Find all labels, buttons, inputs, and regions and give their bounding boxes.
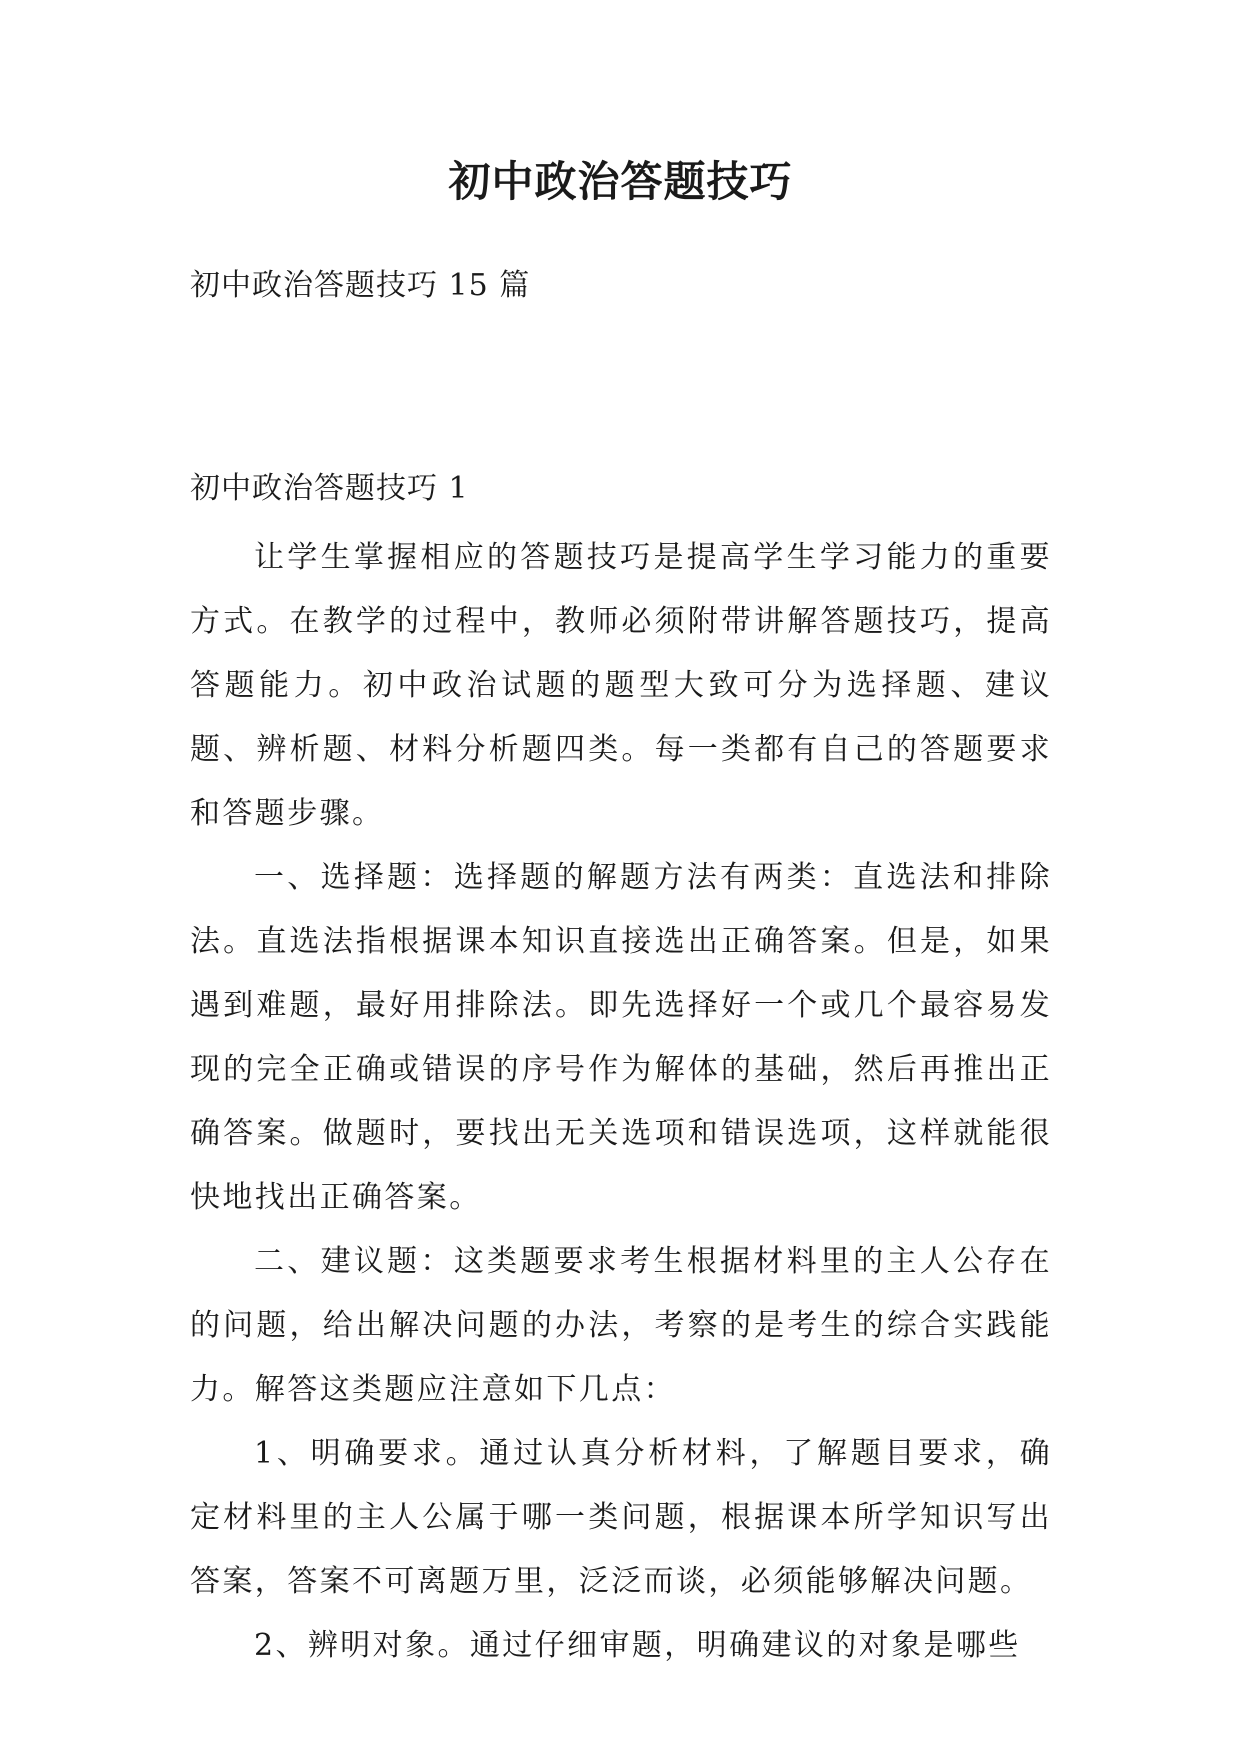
paragraph-choice-questions: 一、选择题：选择题的解题方法有两类：直选法和排除法。直选法指根据课本知识直接选出正确答案。但是，如果遇到难题，最好用排除法。即先选择好一个或几个最容易发现的完全正确或错误的序号作为解体的基础，然后再推出正确答案。做题时，要找出无关选项和错误选项，这样就能很快地找出正确答案。 — [190, 860, 1052, 1215]
document-subtitle: 初中政治答题技巧 15 篇 — [190, 268, 531, 303]
document-title: 初中政治答题技巧 — [448, 157, 793, 206]
paragraph-point-2: 2、辨明对象。通过仔细审题，明确建议的对象是哪些 — [254, 1628, 1021, 1663]
paragraph-point-1: 1、明确要求。通过认真分析材料，了解题目要求，确定材料里的主人公属于哪一类问题，根据课本所学知识写出答案，答案不可离题万里，泛泛而谈，必须能够解决问题。 — [190, 1436, 1052, 1599]
paragraph-intro: 让学生掌握相应的答题技巧是提高学生学习能力的重要方式。在教学的过程中，教师必须附带讲解答题技巧，提高答题能力。初中政治试题的题型大致可分为选择题、建议题、辨析题、材料分析题四类。每一类都有自己的答题要求和答题步骤。 — [190, 540, 1052, 831]
paragraph-suggestion-questions: 二、建议题：这类题要求考生根据材料里的主人公存在的问题，给出解决问题的办法，考察的是考生的综合实践能力。解答这类题应注意如下几点： — [190, 1244, 1052, 1407]
section-heading: 初中政治答题技巧 1 — [190, 471, 469, 506]
body-text — [190, 526, 1052, 1678]
